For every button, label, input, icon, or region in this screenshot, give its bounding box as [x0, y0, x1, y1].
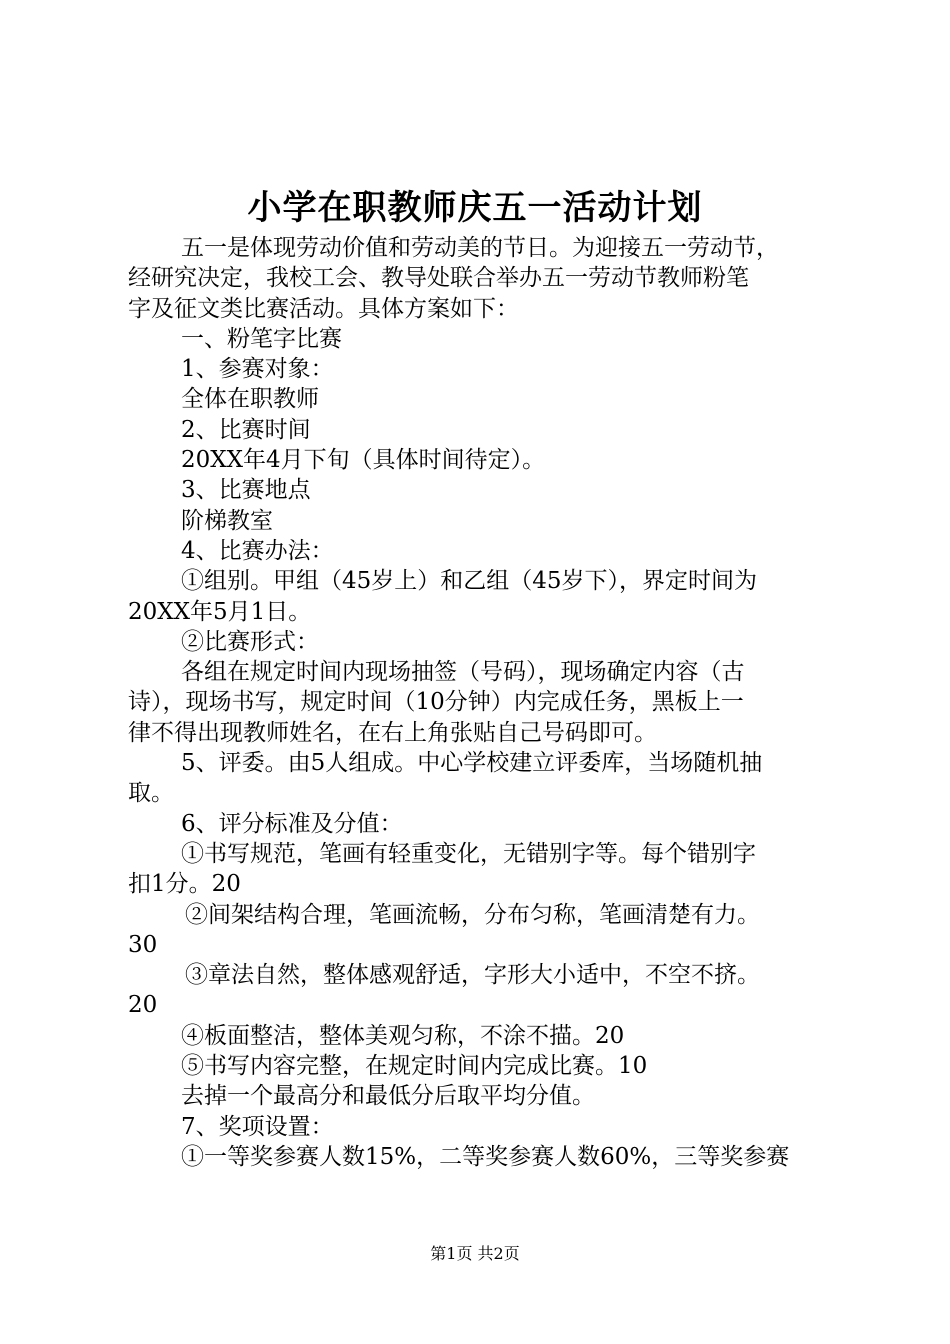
subheading: 6、评分标准及分值： [181, 810, 403, 837]
page-number-footer: 第1页 共2页 [430, 1244, 520, 1263]
paragraph-line: 阶梯教室 [181, 507, 273, 534]
paragraph-line: 全体在职教师 [181, 386, 319, 413]
subheading: 4、比赛办法： [181, 537, 334, 564]
document-title: 小学在职教师庆五一活动计划 [247, 188, 703, 228]
list-item: ④板面整洁，整体美观匀称，不涂不描。20 [181, 1022, 625, 1049]
subheading: 2、比赛时间 [181, 416, 311, 443]
subheading: 5、评委。由5人组成。中心学校建立评委库，当场随机抽 [181, 750, 763, 777]
paragraph-line: 取。 [128, 780, 174, 807]
paragraph-line: 扣1分。20 [128, 871, 241, 898]
list-item: ③章法自然，整体感观舒适，字形大小适中，不空不挤。 [185, 962, 760, 989]
list-item: ②比赛形式： [181, 628, 319, 655]
paragraph-line: 20 [128, 992, 158, 1019]
list-item: ⑤书写内容完整，在规定时间内完成比赛。10 [181, 1053, 648, 1080]
list-item: ①一等奖参赛人数15%，二等奖参赛人数60%，三等奖参赛 [181, 1143, 790, 1170]
paragraph-line: 诗），现场书写，规定时间（10分钟）内完成任务，黑板上一 [128, 689, 744, 716]
paragraph-line: 五一是体现劳动价值和劳动美的节日。为迎接五一劳动节， [181, 235, 779, 261]
paragraph-line: 20XX年4月下旬（具体时间待定）。 [181, 447, 546, 474]
subheading: 7、奖项设置： [181, 1113, 334, 1140]
paragraph-line: 经研究决定，我校工会、教导处联合举办五一劳动节教师粉笔 [128, 265, 749, 292]
list-item: ②间架结构合理，笔画流畅，分布匀称，笔画清楚有力。 [185, 901, 760, 928]
paragraph-line: 去掉一个最高分和最低分后取平均分值。 [181, 1083, 595, 1110]
subheading: 1、参赛对象： [181, 356, 334, 383]
document-body [128, 233, 838, 1172]
paragraph-line: 字及征文类比赛活动。具体方案如下： [128, 295, 519, 322]
subheading: 3、比赛地点 [181, 477, 311, 504]
paragraph-line: 各组在规定时间内现场抽签（号码），现场确定内容（古 [181, 659, 745, 686]
list-item: ①书写规范，笔画有轻重变化，无错别字等。每个错别字 [181, 840, 756, 867]
section-heading: 一、粉笔字比赛 [181, 325, 342, 352]
paragraph-line: 30 [128, 931, 158, 958]
paragraph-line: 律不得出现教师姓名，在右上角张贴自己号码即可。 [128, 719, 657, 746]
paragraph-line: 20XX年5月1日。 [128, 598, 312, 625]
list-item: ①组别。甲组（45岁上）和乙组（45岁下），界定时间为 [181, 568, 758, 595]
